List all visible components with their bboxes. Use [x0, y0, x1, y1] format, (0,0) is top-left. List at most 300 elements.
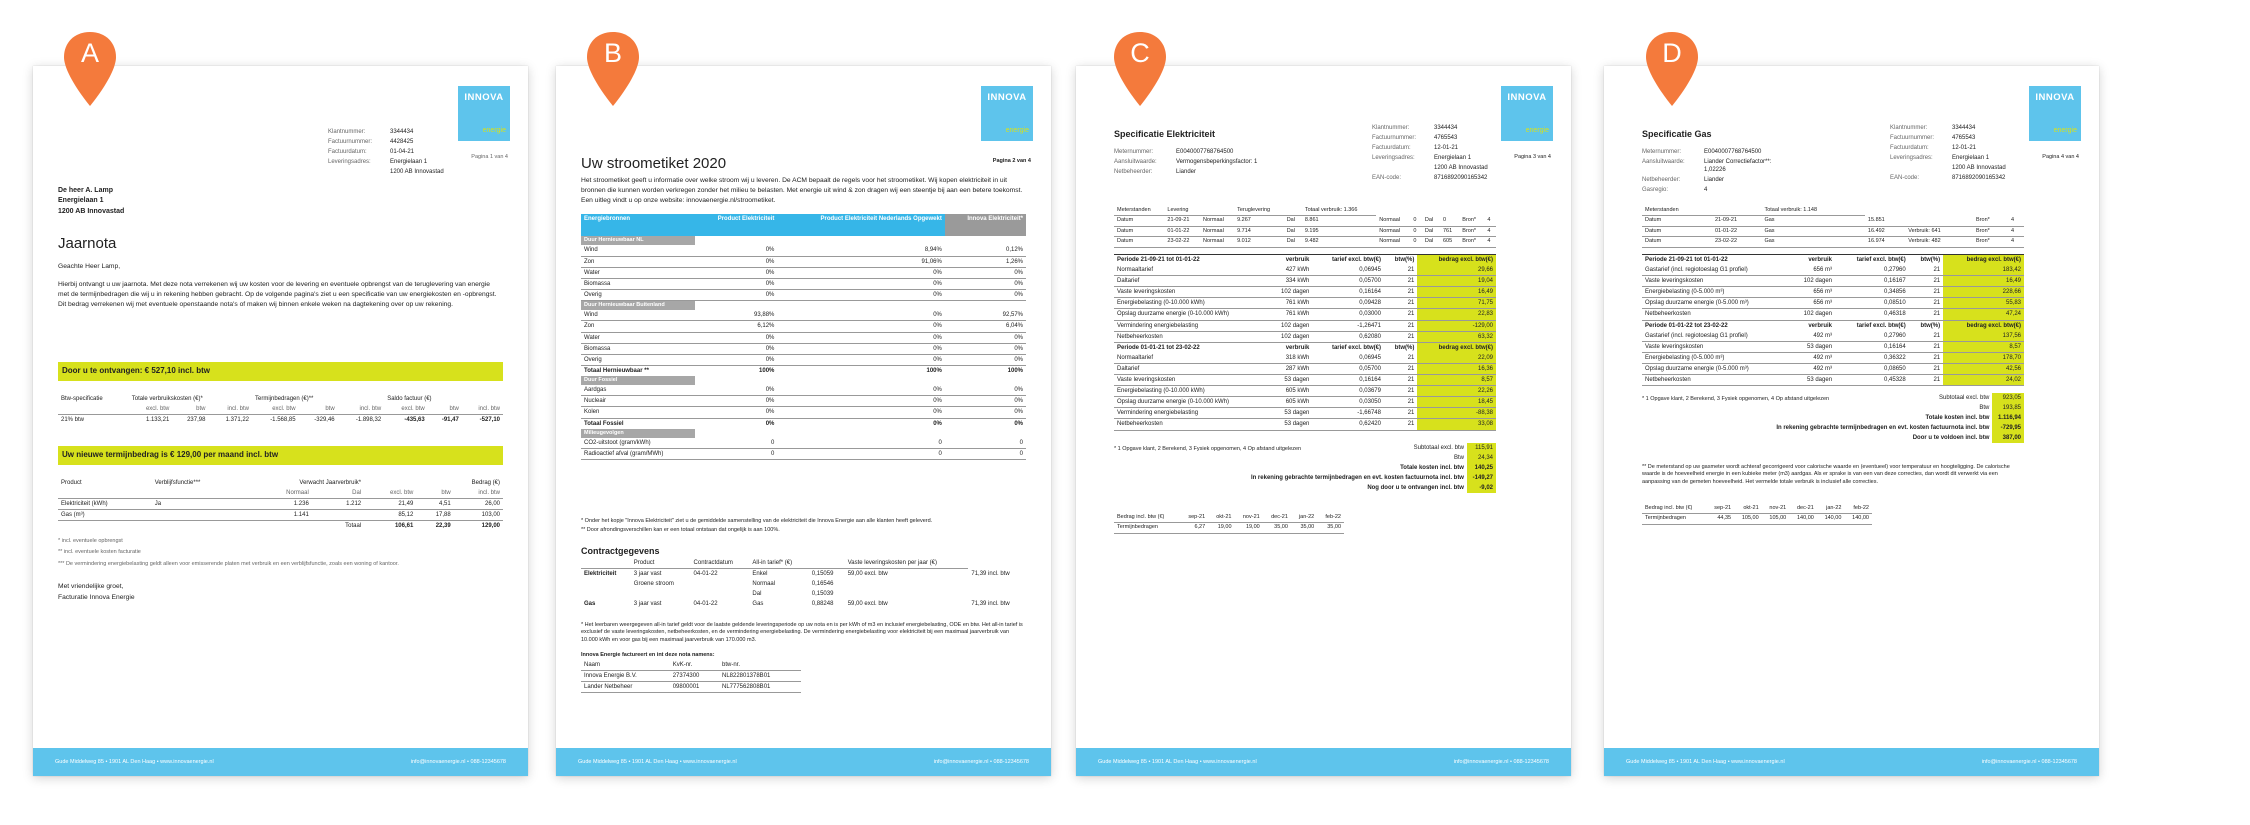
table-cell: Bron* — [1459, 226, 1484, 236]
table-cell: 53 dagen — [1268, 419, 1313, 430]
table-cell: 0% — [695, 332, 777, 343]
table-cell: 0% — [945, 396, 1026, 407]
table-cell: 0,08510 — [1835, 298, 1909, 309]
table-row — [581, 245, 1026, 256]
meta-label — [1372, 164, 1434, 172]
meta-label: Leveringsadres: — [1890, 155, 1933, 162]
table-cell: 106,61 — [394, 523, 414, 530]
table-cell: Bedrag incl. btw (€) — [1114, 513, 1180, 523]
period-label: Periode 01-01-22 tot 23-02-22 — [1642, 320, 1789, 331]
table-cell: 4 — [2008, 216, 2024, 226]
table-cell: 0 — [695, 438, 777, 449]
table-cell: 0% — [777, 310, 944, 321]
period-header: verbruik — [1268, 255, 1313, 266]
table-header-row — [1114, 513, 1344, 523]
table-cell: 105,00 — [1734, 514, 1762, 524]
table-cell: Dal — [1422, 216, 1440, 226]
table-cell: 102 dagen — [1268, 331, 1313, 342]
totals-row — [1754, 433, 2024, 443]
table-cell — [581, 589, 631, 599]
table-cell: 4 — [1484, 226, 1496, 236]
table-cell: Daltarief — [1114, 363, 1268, 374]
table-cell: 0% — [777, 332, 944, 343]
table-cell: Dal — [1284, 216, 1302, 226]
totals-row — [1226, 453, 1496, 463]
group-header-spacer — [695, 300, 777, 310]
table-cell: 492 m³ — [1789, 363, 1835, 374]
table-row — [1114, 226, 1496, 236]
table-header: Btw-specificatie — [61, 396, 103, 402]
table-cell — [631, 589, 691, 599]
table-row — [1114, 309, 1496, 320]
table-cell: 0,06945 — [1312, 265, 1384, 276]
totals-value: 193,85 — [1992, 403, 2024, 413]
table-cell: 0,34856 — [1835, 287, 1909, 298]
table-cell: 0,15039 — [811, 591, 834, 598]
table-cell: 21 — [1384, 298, 1417, 309]
table-cell: jan-22 — [1817, 504, 1845, 514]
footnote: ** Door afrondingsverschillen kan er een totaal ontstaan dat ongelijk is aan 100%. — [581, 527, 780, 534]
totals-row — [1226, 443, 1496, 453]
table-cell: Bron* — [1459, 237, 1484, 247]
table-cell: 0% — [777, 418, 944, 429]
table-cell: Verbruik: 641 — [1905, 226, 1973, 236]
table-cell: Overig — [581, 354, 695, 365]
contract-note: * Het leerbaren weergegeven all-in tarief geldt voor de laatste geldende leveringsperiode op uw nota en is per kWh of m3 en inclusief energiebelasting, ODE en btw. Het all-in tarief is exclusief de vaste leveringskosten, netbeheerkosten, en de vermindering energiebelasting. De vermindering energiebelasting voor elektriciteit bij een maximaal jaarverbruik van 10.000 kWh en voor gas bij een maximaal jaarverbruik van 170.000 m3. — [581, 622, 1023, 643]
table-cell: 27374300 — [670, 671, 719, 682]
table-cell: 24,02 — [1943, 375, 2024, 386]
footnote: ** incl. eventuele kosten facturatie — [58, 549, 141, 556]
table-cell: Biomassa — [581, 343, 695, 354]
intro-text: Het stroometiket geeft u informatie over welke stroom wij u leveren. De ACM bepaalt de regels voor het stroometiket. Wij kopen elektriciteit in uit bronnen die kunnen worden verkregen zonder het milieu te belasten. Met energie uit wind & zon dragen wij een steentje bij aan een betere toekomst. Een uitleg vindt u op onze website: innovaenergie.nl/stroometiket. — [581, 177, 1023, 205]
table-cell: Normaal — [752, 581, 776, 588]
table-cell: 21 — [1384, 397, 1417, 408]
table-cell: Gas — [584, 601, 596, 608]
table-cell: Normaal — [1376, 237, 1410, 247]
table-cell: Ja — [152, 499, 244, 510]
table-cell: Totaal — [345, 523, 362, 530]
table-cell — [581, 558, 631, 569]
innova-logo: INNOVA energie — [981, 86, 1033, 141]
table-cell: 0,62080 — [1312, 331, 1384, 342]
table-cell — [1284, 206, 1302, 216]
address-line: 1200 AB Innovastad — [58, 207, 125, 215]
period-header: bedrag excl. btw(€) — [1943, 255, 2024, 266]
table-cell: Verbruik: 482 — [1905, 237, 1973, 247]
table-cell: 0 — [777, 438, 944, 449]
meta-label: Factuurnummer: — [328, 139, 373, 146]
table-cell: feb-22 — [1317, 513, 1344, 523]
table-row — [1114, 331, 1496, 342]
period-header: verbruik — [1789, 255, 1835, 266]
meta-label: Leveringsadres: — [328, 159, 371, 166]
table-cell: 71,75 — [1417, 298, 1496, 309]
meta-label: Factuurnummer: — [1372, 135, 1417, 142]
table-cell — [58, 521, 312, 532]
table-cell: 0 — [1440, 216, 1459, 226]
meta-label: Netbeheerder: — [1114, 169, 1153, 176]
table-cell: 1.236 — [244, 499, 312, 510]
table-cell: 492 m³ — [1789, 352, 1835, 363]
table-cell: 53 dagen — [1268, 408, 1313, 419]
group-header-spacer — [945, 429, 1026, 438]
meter-readings-table — [1114, 206, 1496, 248]
period-header: btw(%) — [1384, 255, 1417, 266]
table-cell: Datum — [1114, 237, 1164, 247]
table-cell: 605 kWh — [1268, 397, 1313, 408]
table-row — [1114, 363, 1496, 374]
table-cell: 100% — [945, 365, 1026, 376]
table-cell: 0,05700 — [1312, 276, 1384, 287]
table-header: Saldo factuur (€) — [387, 396, 432, 402]
table-cell: 0 — [1410, 226, 1422, 236]
table-cell: 9.714 — [1234, 226, 1284, 236]
table-cell: 0 — [695, 449, 777, 460]
footnote: * 1 Opgave klant, 2 Berekend, 3 Fysiek opgenomen, 4 Op afstand uitgelezen — [1642, 396, 1830, 402]
table-row — [1642, 265, 2024, 276]
energy-label-table — [581, 214, 1026, 460]
table-cell: 334 kWh — [1268, 276, 1313, 287]
table-cell: 15.851 — [1865, 216, 1905, 226]
table-cell: 21 — [1384, 408, 1417, 419]
meta-label: Klantnummer: — [1372, 125, 1410, 131]
page-number: Pagina 1 van 4 — [471, 154, 508, 160]
totals-row — [1226, 483, 1496, 493]
totals-label: Subtotaal excl. btw — [1939, 395, 1990, 401]
table-cell: 21 — [1384, 265, 1417, 276]
table-cell: incl. btw — [454, 488, 503, 499]
table-cell: 0% — [777, 396, 944, 407]
table-cell: 0,08650 — [1835, 363, 1909, 374]
table-cell: Termijnbedragen — [1642, 514, 1707, 524]
table-cell: 318 kWh — [1268, 353, 1313, 364]
table-cell: 105,00 — [1762, 514, 1790, 524]
table-cell: 605 — [1440, 237, 1459, 247]
table-cell: -91,47 — [441, 417, 459, 424]
table-cell — [152, 510, 244, 521]
period-header: tarief excl. btw(€) — [1312, 342, 1384, 353]
table-cell: Dal — [1422, 226, 1440, 236]
table-row — [581, 671, 801, 682]
table-cell: 0,03050 — [1312, 397, 1384, 408]
table-cell: 0,03000 — [1312, 309, 1384, 320]
table-cell: 9.012 — [1234, 237, 1284, 247]
table-row — [1642, 375, 2024, 386]
table-cell: Energiebelasting (0-10.000 kWh) — [1114, 298, 1268, 309]
meta-value: Liander Correctiefactor**: 1,02226 — [1704, 159, 1772, 174]
table-cell: 0,36322 — [1835, 352, 1909, 363]
table-cell: 228,66 — [1943, 287, 2024, 298]
table-cell: KvK-nr. — [670, 660, 719, 671]
table-cell: 01-01-22 — [1164, 226, 1200, 236]
table-cell: Elektriciteit (kWh) — [58, 499, 152, 510]
totals-label: Totale kosten incl. btw — [1925, 415, 1990, 422]
table-cell: 4 — [1484, 237, 1496, 247]
table-cell: Elektriciteit — [584, 571, 617, 578]
table-cell: 16.492 — [1865, 226, 1905, 236]
table-cell: 21% btw — [61, 417, 85, 424]
table-cell: Meterstanden — [1114, 206, 1164, 216]
table-cell: -1,26471 — [1312, 320, 1384, 331]
table-cell — [845, 579, 969, 589]
table-row — [581, 569, 1026, 580]
table-cell: 140,00 — [1789, 514, 1817, 524]
invoice-meta — [1890, 124, 2012, 183]
meta-value: Energielaan 1 — [1434, 155, 1472, 162]
table-cell: 22,26 — [1417, 386, 1496, 397]
period-header: verbruik — [1268, 342, 1313, 353]
table-cell: 21 — [1384, 331, 1417, 342]
table-cell: Datum — [1114, 226, 1164, 236]
table-cell: 09800001 — [670, 682, 719, 693]
table-cell: Bron* — [1973, 226, 2008, 236]
table-cell: Datum — [1114, 216, 1164, 226]
table-cell: okt-21 — [1208, 513, 1234, 523]
table-cell: Contractdatum — [691, 558, 750, 569]
table-row — [581, 385, 1026, 396]
page-footer: Gude Middelweg 85 • 1901 AL Den Haag • www.innovaenergie.nl info@innovaenergie.nl • 088-12345678 — [33, 748, 528, 776]
meta-label: Leveringsadres: — [1372, 155, 1415, 162]
invoice-page-jaarnota — [33, 66, 528, 776]
meta-label: EAN-code: — [1890, 175, 1920, 182]
table-row — [581, 289, 1026, 300]
table-cell: sep-21 — [1707, 504, 1735, 514]
gas-correction-note: ** De meterstand op uw gasmeter wordt achteraf gecorrigeerd voor calorische waarde en (eventueel) voor temperatuur en hoogteligging. De calorische waarde is de hoeveelheid energie in een kubieke meter (m3) aardgas. Als er sprake is van een van deze correcties, dan wordt dit verwerkt via een aanpassing van de gemeten hoeveelheid. Het vermelde totale verbruik is inclusief alle correcties. — [1642, 464, 2010, 485]
table-cell: 21 — [1909, 265, 1943, 276]
table-cell: Normaal — [1376, 226, 1410, 236]
table-cell: 0% — [695, 267, 777, 278]
totals-label: Btw — [1979, 405, 1990, 412]
table-cell: 19,00 — [1235, 523, 1263, 533]
table-cell: Dal — [752, 591, 762, 598]
table-cell: Termijnbedragen — [1114, 523, 1180, 533]
table-cell: Wind — [581, 245, 695, 256]
table-cell: btw-nr. — [719, 660, 801, 671]
table-cell: 656 m³ — [1789, 265, 1835, 276]
footnotes — [58, 538, 503, 568]
totals-value: 115,91 — [1467, 443, 1496, 453]
table-cell: 21 — [1384, 353, 1417, 364]
table-cell: Normaaltarief — [1114, 265, 1268, 276]
table-cell: Gas — [1761, 216, 1864, 226]
nota-table — [581, 660, 801, 693]
period-header: btw(%) — [1909, 255, 1943, 266]
table-cell — [581, 579, 631, 589]
table-cell: 21 — [1909, 298, 1943, 309]
table-cell: 6,27 — [1180, 523, 1208, 533]
table-cell: Daltarief — [1114, 276, 1268, 287]
table-cell: -129,00 — [1417, 320, 1496, 331]
table-cell: Lander Netbeheer — [581, 682, 670, 693]
table-cell: Levering — [1164, 206, 1200, 216]
table-cell: 21 — [1909, 375, 1943, 386]
table-cell: 21 — [1384, 419, 1417, 430]
table-cell: -329,46 — [314, 417, 335, 424]
table-subheader — [58, 404, 129, 415]
table-cell: 53 dagen — [1268, 375, 1313, 386]
table-cell: 0,16164 — [1835, 341, 1909, 352]
meta-value: 3344434 — [1952, 125, 1976, 131]
meta-label: Gasregio: — [1642, 187, 1669, 194]
table-cell: Bron* — [1973, 216, 2008, 226]
table-cell: Dal — [1284, 226, 1302, 236]
table-header: Totale verbruikskosten (€)* — [131, 396, 203, 402]
invoice-page-elektriciteit — [1076, 66, 1571, 776]
table-row — [1642, 276, 2024, 287]
totals-label: In rekening gebrachte termijnbedragen en evt. kosten factuurnota incl. btw — [1776, 425, 1990, 432]
table-cell: 21 — [1384, 363, 1417, 374]
table-cell: Netbeheerkosten — [1642, 375, 1789, 386]
address-line: Energielaan 1 — [58, 197, 104, 205]
meta-value: E0040007768764500 — [1176, 149, 1234, 155]
table-cell: 0,09428 — [1312, 298, 1384, 309]
table-cell: 0 — [1410, 216, 1422, 226]
table-cell: Vermindering energiebelasting — [1114, 408, 1268, 419]
table-cell: 0% — [695, 245, 777, 256]
table-cell: 9.267 — [1234, 216, 1284, 226]
period-header-row — [1642, 255, 2024, 266]
table-cell: 0% — [695, 385, 777, 396]
table-subheader: excl. btw — [384, 404, 428, 415]
page-number: Pagina 3 van 4 — [1514, 154, 1551, 160]
table-row — [581, 407, 1026, 418]
table-cell: 129,00 — [481, 523, 500, 530]
table-subheader-row — [58, 488, 503, 499]
table-cell: Radioactief afval (gram/MWh) — [581, 449, 695, 460]
table-cell: 9.482 — [1302, 237, 1376, 247]
table-cell: Innova Energie B.V. — [581, 671, 670, 682]
table-cell: 16.974 — [1865, 237, 1905, 247]
table-cell: 0% — [945, 278, 1026, 289]
table-cell: 92,57% — [945, 310, 1026, 321]
table-row — [581, 449, 1026, 460]
table-header-row — [581, 558, 1026, 569]
table-subheader: btw — [299, 404, 338, 415]
table-cell: CO2-uitstoot (gram/kWh) — [581, 438, 695, 449]
meter-meta — [1642, 148, 1794, 194]
group-header-row — [581, 300, 1026, 310]
table-row — [581, 579, 1026, 589]
meta-value: Vermogensbeperkingsfactor: 1 — [1176, 159, 1258, 166]
table-cell — [809, 558, 845, 569]
group-header: Milieugevolgen — [581, 429, 695, 438]
table-cell: 0,16164 — [1312, 287, 1384, 298]
table-cell: Opslag duurzame energie (0-5.000 m³) — [1642, 298, 1789, 309]
table-cell: Wind — [581, 310, 695, 321]
table-cell: 21 — [1909, 352, 1943, 363]
table-row — [581, 256, 1026, 267]
table-header: Energiebronnen — [581, 214, 695, 236]
table-subheader: btw — [428, 404, 462, 415]
contract-table — [581, 558, 1026, 609]
meta-label: Factuurnummer: — [1890, 135, 1935, 142]
totals-row — [1754, 393, 2024, 403]
group-header-spacer — [695, 236, 777, 245]
group-header: Duur Hernieuwbaar NL — [581, 236, 695, 245]
totals-label: Nog door u te ontvangen incl. btw — [1367, 485, 1464, 492]
group-header-spacer — [777, 429, 944, 438]
table-cell: 21 — [1384, 287, 1417, 298]
meta-value: 1200 AB Innovastad — [1434, 165, 1488, 172]
table-header: Product Elektriciteit Nederlands Opgewekt — [777, 214, 944, 236]
period-header: tarief excl. btw(€) — [1312, 255, 1384, 266]
table-cell: 0% — [777, 278, 944, 289]
closing-line: Facturatie Innova Energie — [58, 594, 135, 602]
table-row — [581, 267, 1026, 278]
table-cell: 4 — [1484, 216, 1496, 226]
page-title: Specificatie Elektriciteit — [1114, 129, 1216, 139]
table-header: Verblijfsfunctie*** — [154, 480, 201, 486]
table-cell: 0 — [945, 438, 1026, 449]
greeting: Geachte Heer Lamp, — [58, 263, 121, 270]
table-cell: Bron* — [1459, 216, 1484, 226]
table-cell: 6,04% — [945, 321, 1026, 332]
table-cell: Vermindering energiebelasting — [1114, 320, 1268, 331]
table-cell: NL822801378B01 — [719, 671, 801, 682]
table-cell: 0,45328 — [1835, 375, 1909, 386]
table-cell: 21 — [1909, 276, 1943, 287]
amount-receive-bar: Door u te ontvangen: € 527,10 incl. btw — [58, 362, 503, 381]
table-cell: 0,88248 — [811, 601, 834, 608]
nota-title: Innova Energie factureert en int deze nota namens: — [581, 652, 715, 658]
location-pin-d — [1642, 30, 1702, 110]
table-cell: Gastarief (incl. regiotoeslag G1 profiel) — [1642, 331, 1789, 342]
installment-table — [1642, 504, 1872, 525]
table-cell — [691, 579, 750, 589]
table-cell: 0% — [695, 343, 777, 354]
address-line: De heer A. Lamp — [58, 187, 113, 194]
pin-label: D — [1662, 38, 1682, 68]
table-cell: 605 kWh — [1268, 386, 1313, 397]
table-cell: 0% — [945, 332, 1026, 343]
footnote: *** De vermindering energiebelasting geldt alleen voor emisserende platen met verbruik en een verblijfsfunctie, zoals een woning of kantoor. — [58, 560, 399, 567]
table-cell: 21 — [1909, 331, 1943, 342]
meta-value: 4765543 — [1434, 135, 1458, 142]
table-cell: Opslag duurzame energie (0-10.000 kWh) — [1114, 397, 1268, 408]
table-cell: Datum — [1642, 216, 1712, 226]
table-cell — [58, 488, 152, 499]
table-row — [58, 499, 503, 510]
table-cell: 0,16167 — [1835, 276, 1909, 287]
table-cell: 100% — [695, 365, 777, 376]
group-header-spacer — [945, 300, 1026, 310]
totals-value: -9,02 — [1467, 483, 1496, 493]
meter-readings-table — [1642, 206, 2024, 248]
table-cell: Netbeheerkosten — [1114, 331, 1268, 342]
table-cell: 63,32 — [1417, 331, 1496, 342]
total-row — [581, 365, 1026, 376]
period-header: bedrag excl. btw(€) — [1943, 320, 2024, 331]
table-cell: 1.141 — [244, 510, 312, 521]
table-cell: 6,12% — [695, 321, 777, 332]
table-row — [581, 354, 1026, 365]
table-cell: Aardgas — [581, 385, 695, 396]
table-cell: 16,49 — [1417, 287, 1496, 298]
table-cell: 1.133,21 — [145, 417, 170, 424]
table-cell: 0% — [945, 267, 1026, 278]
table-row — [581, 343, 1026, 354]
table-header: Innova Elektriciteit* — [945, 214, 1026, 236]
table-cell: 0% — [945, 343, 1026, 354]
table-cell: feb-22 — [1844, 504, 1872, 514]
meta-value: 8716892090165342 — [1434, 175, 1488, 182]
recipient-address — [58, 186, 124, 216]
table-cell: 21 — [1384, 386, 1417, 397]
table-cell: 102 dagen — [1268, 320, 1313, 331]
table-cell: Gas — [1761, 237, 1864, 247]
table-header-row — [581, 214, 1026, 236]
table-cell: 0,06945 — [1312, 353, 1384, 364]
